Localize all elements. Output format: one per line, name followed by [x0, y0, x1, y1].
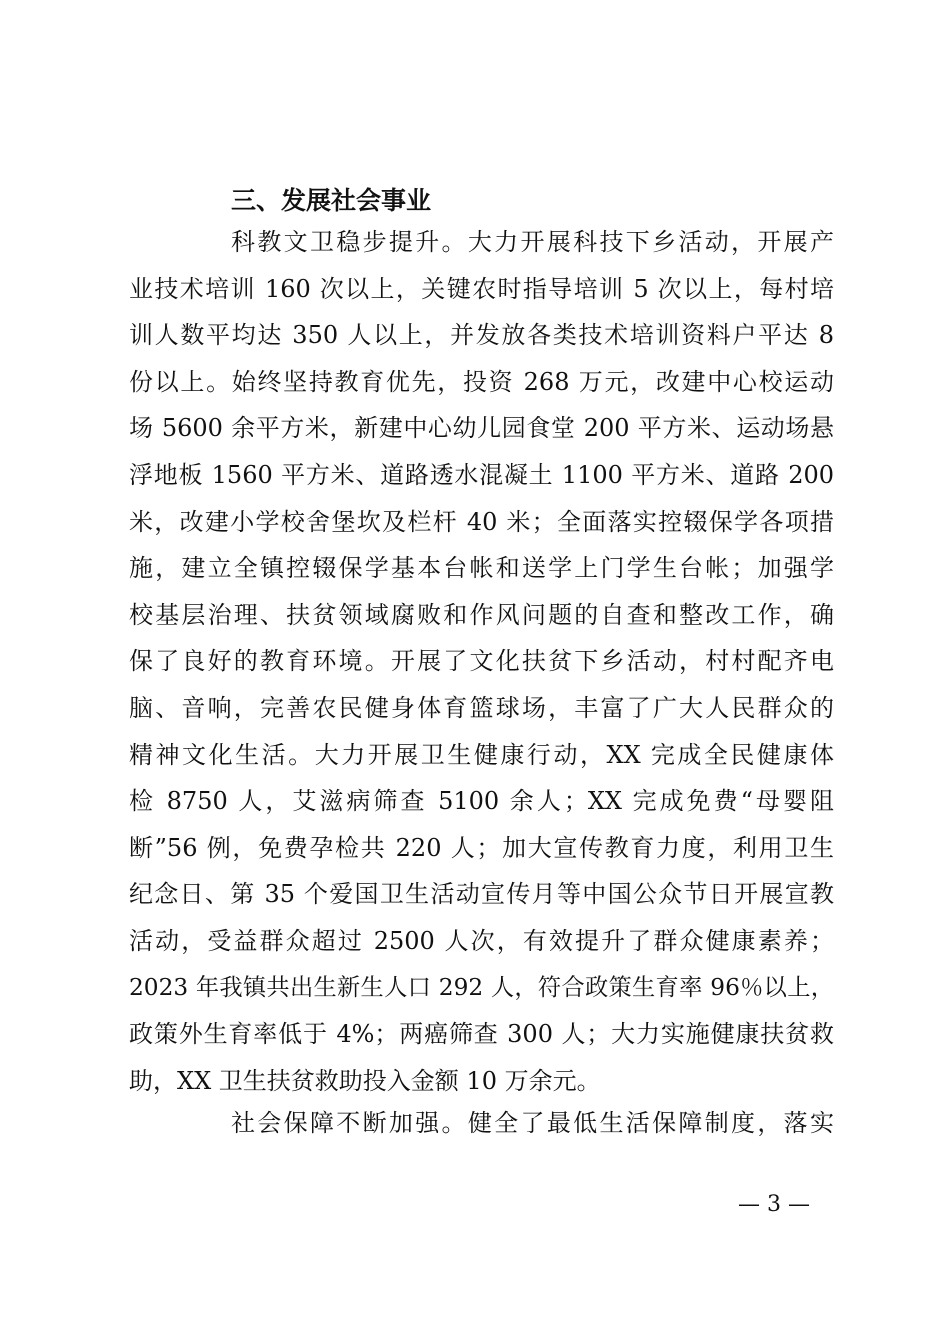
- paragraph-line: 份以上。始终坚持教育优先，投资 268 万元，改建中心校运动: [129, 367, 834, 396]
- paragraph-line: 政策外生育率低于 4%；两癌筛查 300 人；大力实施健康扶贫救: [129, 1020, 834, 1049]
- paragraph-line: 场 5600 余平方米，新建中心幼儿园食堂 200 平方米、运动场悬: [129, 414, 834, 443]
- paragraph-line: 活动，受益群众超过 2500 人次，有效提升了群众健康素养；: [129, 926, 834, 955]
- page-number: — 3 —: [738, 1192, 810, 1217]
- paragraph-line: 社会保障不断加强。健全了最低生活保障制度，落实: [231, 1109, 834, 1137]
- paragraph-line: 纪念日、第 35 个爱国卫生活动宣传月等中国公众节日开展宣教: [129, 880, 834, 909]
- paragraph-line: 断”56 例，免费孕检共 220 人；加大宣传教育力度，利用卫生: [129, 833, 834, 862]
- paragraph-science-education-culture-health: [129, 219, 834, 1104]
- paragraph-line: 科教文卫稳步提升。大力开展科技下乡活动，开展产: [231, 228, 834, 256]
- paragraph-line: 助，XX 卫生扶贫救助投入金额 10 万余元。: [129, 1066, 601, 1095]
- section-heading: 三、发展社会事业: [231, 186, 432, 215]
- paragraph-line: 业技术培训 160 次以上，关键农时指导培训 5 次以上，每村培: [129, 274, 834, 303]
- paragraph-line: 2023 年我镇共出生新生人口 292 人，符合政策生育率 96％以上，: [129, 973, 834, 1001]
- paragraph-line: 精神文化生活。大力开展卫生健康行动，XX 完成全民健康体: [129, 740, 834, 769]
- paragraph-social-security: [129, 1100, 834, 1147]
- paragraph-line: 米，改建小学校舍堡坎及栏杆 40 米；全面落实控辍保学各项措: [129, 507, 834, 536]
- paragraph-line: 校基层治理、扶贫领域腐败和作风问题的自查和整改工作，确: [129, 600, 834, 629]
- paragraph-line: 脑、音响，完善农民健身体育篮球场，丰富了广大人民群众的: [129, 693, 834, 722]
- paragraph-line: 施，建立全镇控辍保学基本台帐和送学上门学生台帐；加强学: [129, 554, 834, 583]
- paragraph-line: 训人数平均达 350 人以上，并发放各类技术培训资料户平达 8: [129, 321, 834, 350]
- paragraph-line: 浮地板 1560 平方米、道路透水混凝土 1100 平方米、道路 200: [129, 460, 834, 489]
- paragraph-line: 检 8750 人，艾滋病筛查 5100 余人；XX 完成免费“母婴阻: [129, 787, 834, 816]
- paragraph-line: 保了良好的教育环境。开展了文化扶贫下乡活动，村村配齐电: [129, 647, 834, 676]
